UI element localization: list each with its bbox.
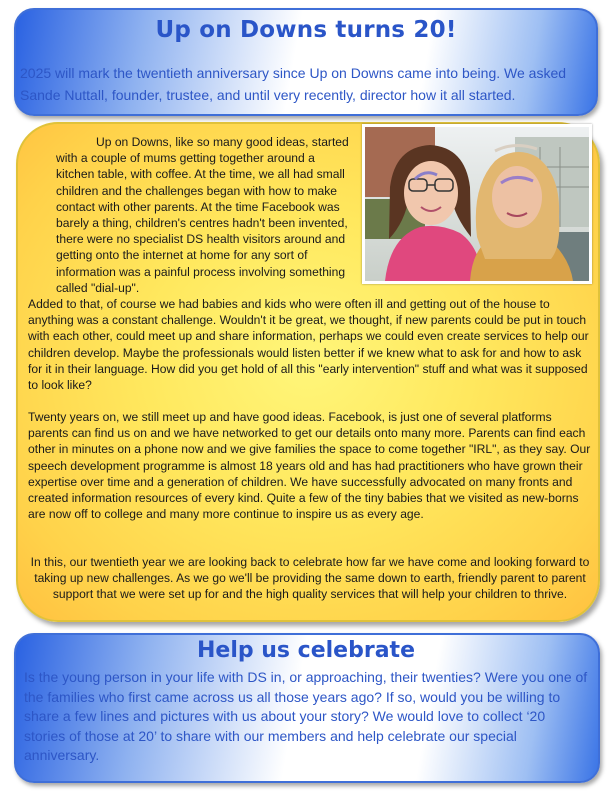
- celebrate-title: Help us celebrate: [196, 638, 415, 663]
- photo-illustration: [365, 127, 589, 281]
- photo-mother-daughter: [362, 124, 592, 284]
- article-paragraph-2: Twenty years on, we still meet up and have good ideas. Facebook, is just one of several platforms parents can find us on and we have networked to get our details onto many more. Parents can find each other in minutes on a phone now and we give families the space to come together "IRL", as they say. Our speech development programme is almost 18 years old and has had practitioners who have grown their expertise over time and a generation of children. We have successfully advocated on many fronts and created information resources of every kind. Quite a few of the tiny babies that we visited as new-borns are now off to college and many more continue to inspire us as every age.: [28, 410, 591, 522]
- intro-text: 2025 will mark the twentieth anniversary since Up on Downs came into being. We asked Sande Nuttall, founder, trustee, and until very recently, director how it all started.: [20, 65, 567, 103]
- article-paragraph-3: In this, our twentieth year we are looking back to celebrate how far we have come and looking forward to taking up new challenges. As we go we'll be providing the same down to earth, friendly parent to parent support that we were set up for and the high quality services that will help your children to thrive.: [30, 555, 590, 602]
- article-paragraph-1-full: Added to that, of course we had babies and kids who were often ill and getting out of the house to anything was a constant challenge. Wouldn't it be great, we thought, if new parents could be put in touch with each other, could meet up and share information, perhaps we could even create services to help our children develop. Maybe the professionals would listen better if we knew what to ask for and how to ask for it in their language. How did you get hold of all this "early intervention" stuff and what was it supposed to look like?: [28, 297, 589, 393]
- article-paragraph-1-wrap: Up on Downs, like so many good ideas, started with a couple of mums getting together around a kitchen table, with coffee. At the time, we all had small children and the challenges began with how to make contact with other parents. At the time Facebook was barely a thing, children's centres hadn't been invented, there were no specialist DS health visitors around and getting onto the internet at home for any sort of information was a painful process involving something called "dial-up".: [56, 135, 349, 295]
- celebrate-text: Is the young person in your life with DS in, or approaching, their twenties? Were you one of the families who first came across us all those years ago? If so, would you be willing to share a few lines and pictures with us about your story? We would love to collect ‘20 stories of those at 20’ to share with our members and help celebrate our special anniversary.: [24, 669, 588, 763]
- page-title: Up on Downs turns 20!: [155, 17, 457, 43]
